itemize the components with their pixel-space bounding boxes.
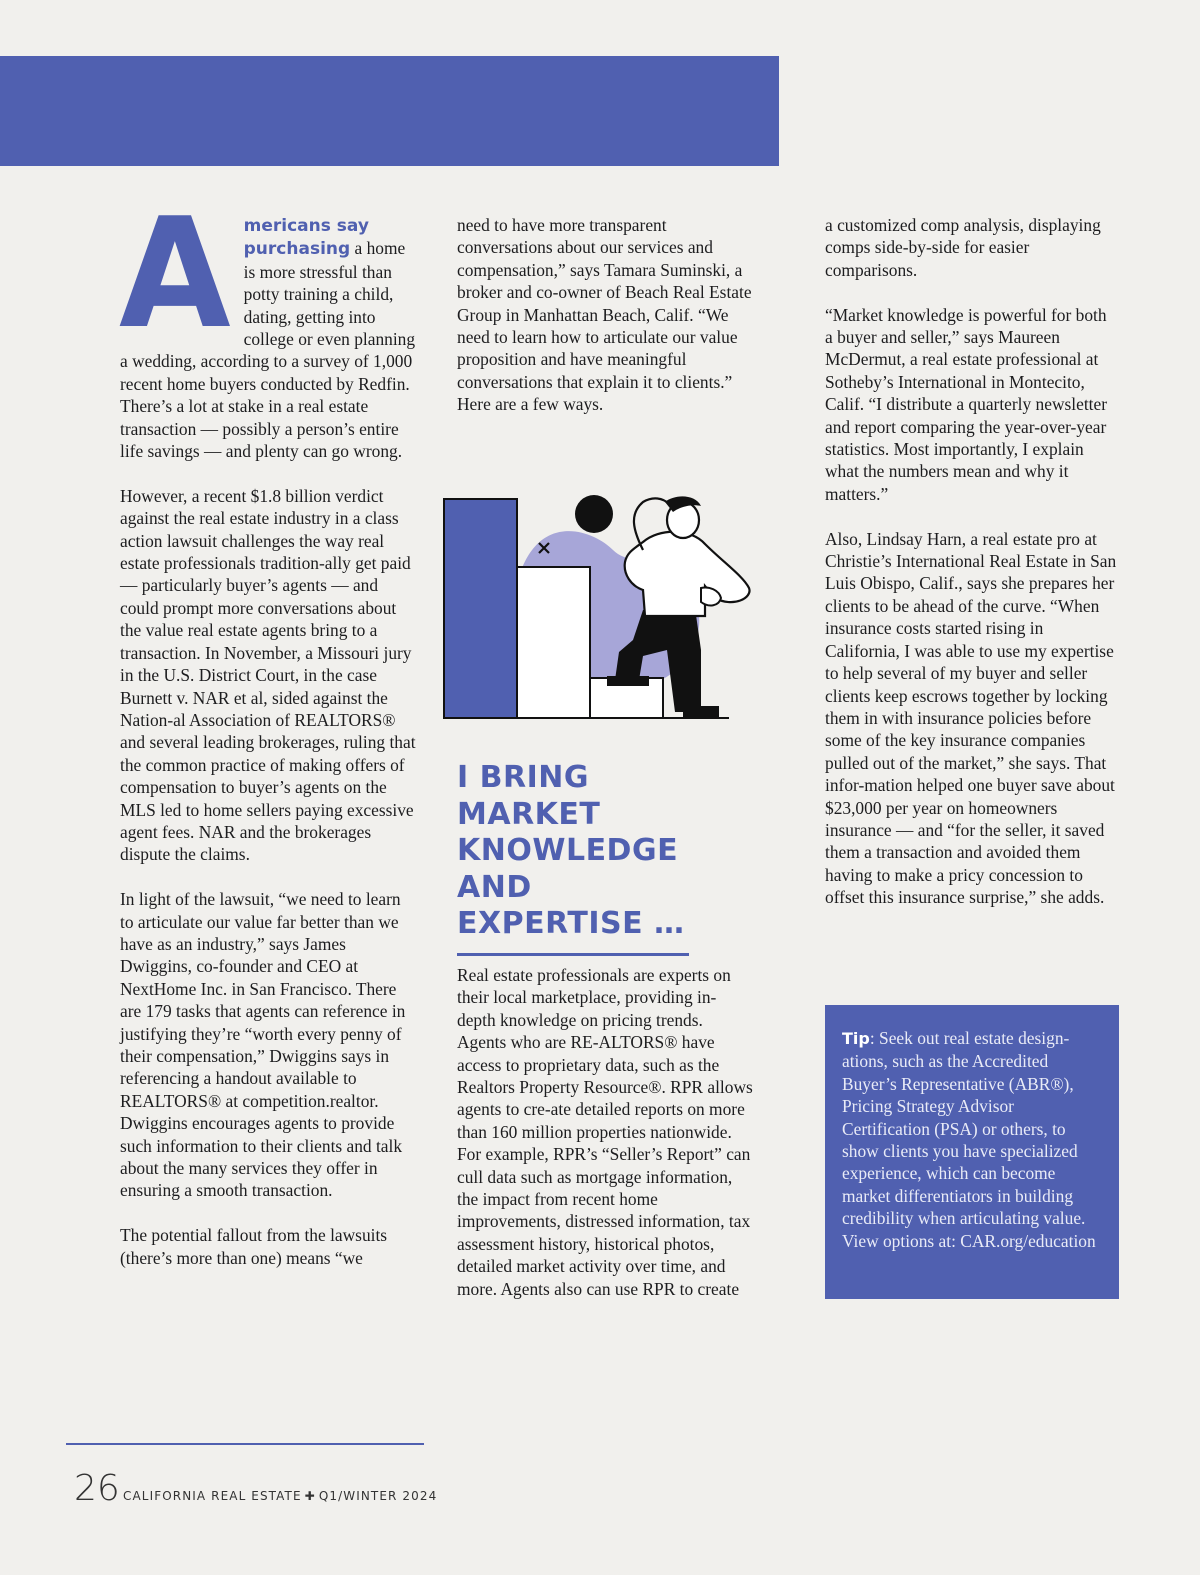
chart-bar-medium xyxy=(517,567,590,718)
intro-text: a home is more stressful than potty training a child, dating, getting into college or even planning a wedding, according to a survey of 1,000 recent home buyers conducted by Redfin. There’s a lot at stake in a real estate transaction — possibly a person’s entire life savings — and plenty can go wrong. xyxy=(120,238,416,462)
paragraph: The potential fallout from the lawsuits (there’s more than one) means “we xyxy=(120,1225,388,1268)
paragraph: “Market knowledge is powerful for both a buyer and seller,” says Maureen McDermut, a real estate professional at Sotheby’s International in Montecito, Calif. “I distribute a quarterly newsletter and report comparing the year-over-year statistics. Most importantly, I explain what the numbers mean and why it matters.” xyxy=(825,304,1108,504)
tip-box xyxy=(825,1005,1119,1299)
chart-bar-tall xyxy=(444,499,517,718)
headline-underline xyxy=(457,953,689,956)
footer-rule xyxy=(66,1443,424,1445)
header-banner xyxy=(0,56,779,166)
article-column-2-continued xyxy=(457,964,753,1322)
footer-publication-line xyxy=(123,1488,437,1504)
issue-label: Q1/WINTER 2024 xyxy=(318,1489,438,1503)
separator-icon: ✚ xyxy=(304,1489,316,1503)
publication-name: CALIFORNIA REAL ESTATE xyxy=(123,1489,302,1503)
paragraph: Real estate professionals are experts on their local marketplace, providing in-depth knowledge on pricing trends. Agents who are RE-ALTORS® have access to proprietary data, such as the Realtors Property Resource®. RPR allows agents to cre-ate detailed reports on more than 160 million properties nationwide. For example, RPR’s “Seller’s Report” can cull data such as mortgage information, the impact from recent home improvements, distressed information, tax assessment history, historical photos, detailed market activity over time, and more. Agents also can use RPR to create xyxy=(457,965,753,1299)
section-headline: I BRING MARKET KNOWLEDGE AND EXPERTISE … xyxy=(457,760,685,942)
paragraph: In light of the lawsuit, “we need to learn to articulate our value far better than we have as an industry,” says James Dwiggins, co-founder and CEO at NextHome Inc. in San Francisco. There are 179 tasks that agents can reference in justifying they’re “worth every penny of their compensation,” Dwiggins says in referencing a handout available to REALTORS® at competition.realtor. Dwiggins encourages agents to provide such information to their clients and talk about the many services they offer in ensuring a smooth transaction. xyxy=(120,889,406,1201)
article-column-1 xyxy=(118,185,416,1291)
paragraph: However, a recent $1.8 billion verdict against the real estate industry in a class action lawsuit challenges the way real estate professionals tradition-ally get paid — particularly buyer’s agents — and could prompt more conversations about the value real estate agents bring to a transaction. In November, a Missouri jury in the U.S. District Court, in the case Burnett v. NAR et al, sided against the Nation-al Association of REALTORS® and several leading brokerages, ruling that the common practice of making offers of compensation to buyer’s agents on the MLS led to home sellers paying excessive agent fees. NAR and the brokerages dispute the claims. xyxy=(120,485,416,865)
article-column-2 xyxy=(457,214,753,438)
person-torso xyxy=(625,532,750,616)
tip-label: Tip xyxy=(842,1029,870,1048)
paragraph: Also, Lindsay Harn, a real estate pro at Christie’s International Real Estate in San Luis Obispo, Calif., says she prepares her clients to be ahead of the curve. “When insurance costs started rising in California, I was able to use my expertise to help several of my buyer and seller clients keep escrows together by locking them in with insurance policies before some of the key insurance companies pulled out of the market,” she says. That infor-mation helped one buyer save about $23,000 per year on homeowners insurance — and “for the seller, it saved them a transaction and avoided them having to make a pricy concession to offset this insurance surprise,” she adds. xyxy=(825,528,1117,908)
lead-in: mericans say purchasing xyxy=(243,216,369,260)
paragraph: a customized comp analysis, displaying comps side-by-side for easier comparisons. xyxy=(825,215,1101,280)
paragraph: need to have more transparent conversations about our services and compensation,” says Tamara Suminski, a broker and co-owner of Beach Real Estate Group in Manhattan Beach, Calif. “We need to learn how to articulate our value proposition and have meaningful conversations that explain it to clients.” Here are a few ways. xyxy=(457,215,752,415)
article-column-3 xyxy=(825,214,1117,931)
sun-circle xyxy=(575,495,613,533)
page-number: 26 xyxy=(74,1468,120,1509)
tip-text: : Seek out real estate design-ations, such as the Accredited Buyer’s Representative (ABR®), Pricing Strategy Advisor Certification (PSA) or others, to show clients you have specialized experience, which can become market differentiators in building credibility when articulating value. View options at: CAR.org/education xyxy=(842,1028,1096,1251)
drop-cap: A xyxy=(118,185,231,362)
intro-paragraph xyxy=(118,185,416,462)
illustration-person-on-bar-chart xyxy=(443,490,755,726)
